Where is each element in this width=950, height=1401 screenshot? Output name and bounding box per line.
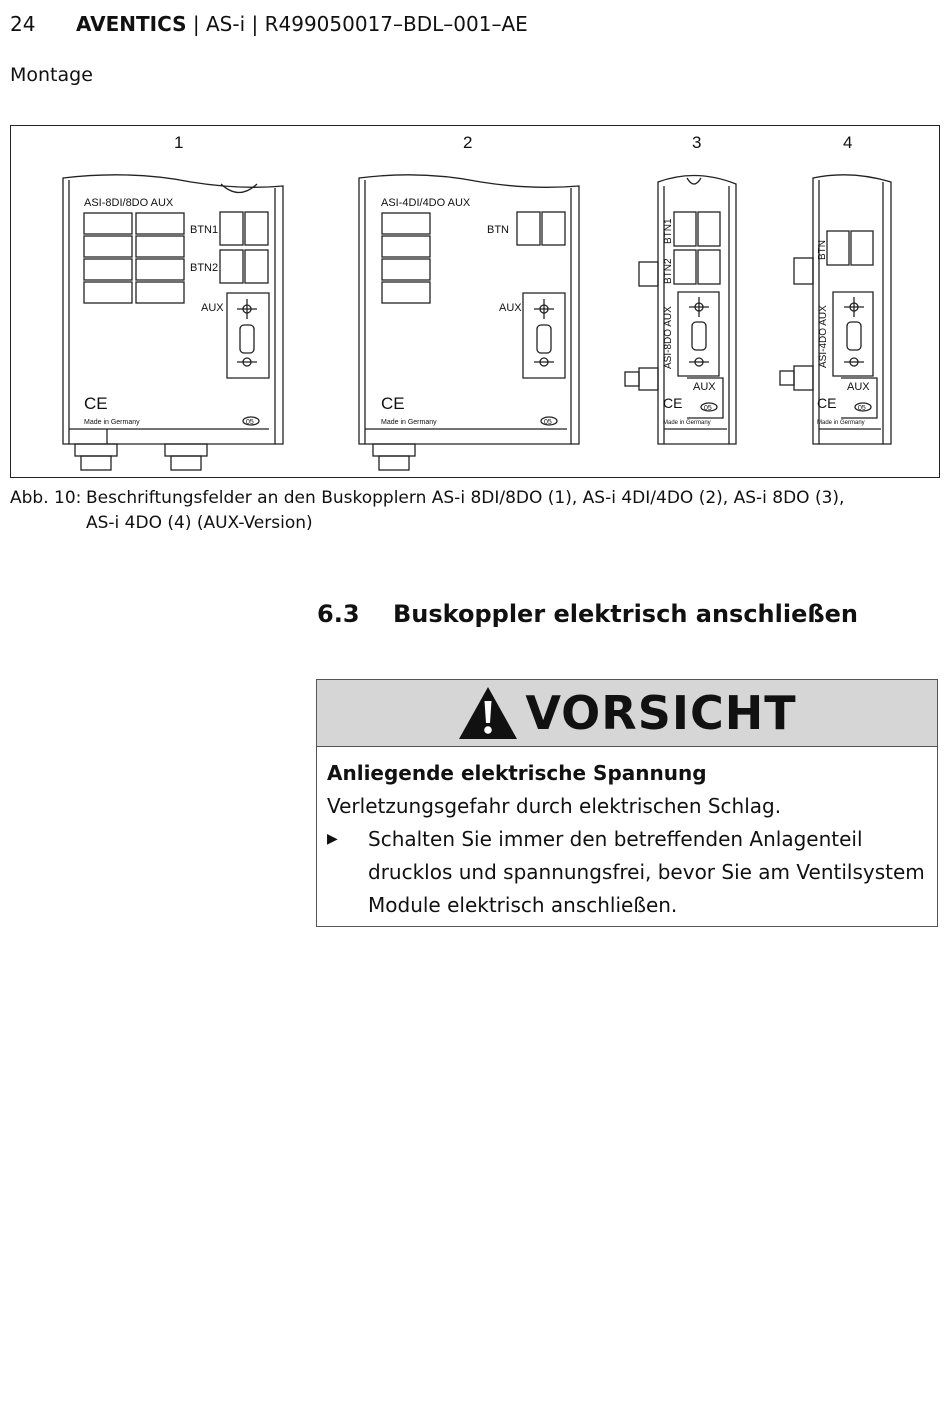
- module-4-batch-mark: 05: [858, 405, 866, 412]
- module-2-aux-label: AUX: [499, 302, 522, 314]
- callout-3: 3: [692, 133, 702, 152]
- module-3-made-in: Made in Germany: [663, 420, 711, 426]
- module-4-label: ASI-4DO AUX: [818, 305, 829, 368]
- callout-4: 4: [843, 133, 853, 152]
- module-2-batch-mark: 05: [544, 419, 552, 426]
- module-1-label: ASI-8DI/8DO AUX: [84, 197, 174, 209]
- module-3-batch-mark: 05: [704, 405, 712, 412]
- caption-line-2: AS-i 4DO (4) (AUX-Version): [86, 513, 313, 533]
- module-3-btn1-label: BTN1: [663, 218, 674, 244]
- module-1-btn2-label: BTN2: [190, 262, 219, 274]
- bullet-arrow-icon: ▶: [327, 831, 338, 847]
- warning-header: [317, 680, 937, 747]
- module-1-aux-label: AUX: [201, 302, 224, 314]
- section-title: Buskoppler elektrisch anschließen: [393, 600, 858, 628]
- module-3-ce-mark: CE: [663, 395, 683, 411]
- module-1-btn1-label: BTN1: [190, 224, 219, 236]
- module-4-drawing: [780, 175, 891, 444]
- caption-line-1: Beschriftungsfelder an den Buskopplern AS-i 8DI/8DO (1), AS-i 4DI/4DO (2), AS-i 8DO (3),: [86, 488, 845, 508]
- module-3-btn2-label: BTN2: [663, 258, 674, 284]
- module-2-label: ASI-4DI/4DO AUX: [381, 197, 471, 209]
- module-2-drawing: [359, 175, 579, 470]
- page-number: 24: [10, 12, 36, 36]
- page-header: [10, 12, 528, 36]
- callout-2: 2: [463, 133, 473, 152]
- module-4-aux-label: AUX: [847, 381, 870, 393]
- module-3-aux-label: AUX: [693, 381, 716, 393]
- figure-caption: [10, 486, 910, 536]
- brand-name: AVENTICS: [76, 12, 187, 36]
- module-1-drawing: [63, 175, 283, 470]
- module-1-batch-mark: 05: [246, 419, 254, 426]
- warning-body: [317, 747, 937, 922]
- warning-consequence: Verletzungsgefahr durch elektrischen Schlag.: [327, 794, 782, 818]
- module-3-drawing: [625, 175, 736, 444]
- section-label: Montage: [10, 64, 93, 86]
- safety-warning-box: [316, 679, 938, 927]
- section-number: 6.3: [317, 600, 360, 628]
- warning-action-item: [327, 823, 927, 922]
- module-4-btn-label: BTN: [817, 240, 828, 260]
- module-4-ce-mark: CE: [817, 395, 837, 411]
- callout-1: 1: [174, 133, 184, 152]
- module-2-btn-label: BTN: [487, 224, 509, 236]
- module-2-ce-mark: CE: [381, 394, 405, 413]
- caption-number: Abb. 10:: [10, 488, 82, 508]
- module-1-made-in: Made in Germany: [84, 419, 140, 426]
- module-4-made-in: Made in Germany: [817, 420, 865, 426]
- module-3-label: ASI-8DO AUX: [663, 306, 674, 369]
- warning-action-text: Schalten Sie immer den betreffenden Anlagenteil drucklos und spannungsfrei, bevor Sie am Ventilsystem Module elektrisch anschließen.: [368, 827, 925, 917]
- warning-signal-word: VORSICHT: [525, 686, 797, 740]
- warning-subtitle: Anliegende elektrische Spannung: [327, 761, 707, 785]
- module-1-ce-mark: CE: [84, 394, 108, 413]
- figure-bus-couplers: [10, 125, 940, 478]
- module-2-made-in: Made in Germany: [381, 419, 437, 426]
- warning-triangle-icon: [457, 685, 519, 741]
- section-heading: [317, 600, 858, 628]
- document-reference: | AS-i | R499050017–BDL–001–AE: [186, 12, 528, 36]
